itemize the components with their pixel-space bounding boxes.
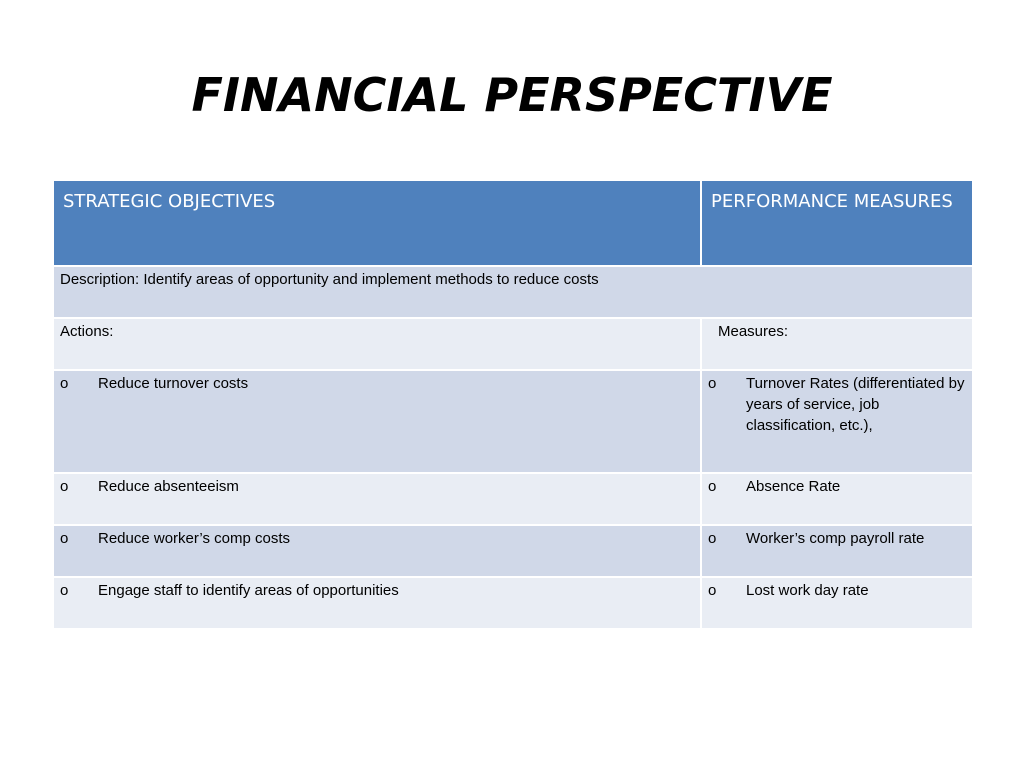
table-row [53, 525, 973, 577]
action-text: Engage staff to identify areas of opportunities [98, 582, 399, 599]
objectives-measures-table [52, 179, 974, 630]
bullet-marker: o [60, 375, 69, 392]
action-text: Reduce worker’s comp costs [98, 530, 291, 547]
bullet-marker: o [60, 478, 69, 495]
action-cell [53, 370, 701, 473]
actions-label: Actions: [53, 318, 701, 370]
bullet-marker: o [708, 582, 717, 599]
measure-text: Lost work day rate [746, 582, 869, 599]
measures-label: Measures: [701, 318, 973, 370]
bullet-marker: o [708, 375, 717, 392]
table-row [53, 473, 973, 525]
action-cell [53, 577, 701, 629]
labels-row [53, 318, 973, 370]
bullet-marker: o [60, 530, 69, 547]
measure-text: Worker’s comp payroll rate [746, 530, 925, 547]
action-text: Reduce turnover costs [98, 375, 249, 392]
measure-text: Turnover Rates (differentiated by years of service, job classification, etc.), [746, 375, 965, 434]
measure-cell [701, 370, 973, 473]
description-row [53, 266, 973, 318]
action-cell [53, 473, 701, 525]
bullet-marker: o [60, 582, 69, 599]
measure-cell [701, 525, 973, 577]
measure-cell [701, 473, 973, 525]
bullet-marker: o [708, 478, 717, 495]
header-performance-measures: PERFORMANCE MEASURES [701, 180, 973, 266]
slide-title: FINANCIAL PERSPECTIVE [191, 68, 833, 122]
header-strategic-objectives: STRATEGIC OBJECTIVES [53, 180, 701, 266]
measure-text: Absence Rate [746, 478, 841, 495]
table-row [53, 370, 973, 473]
action-cell [53, 525, 701, 577]
action-text: Reduce absenteeism [98, 478, 239, 495]
table-header-row [53, 180, 973, 266]
measure-cell [701, 577, 973, 629]
table-row [53, 577, 973, 629]
description-text: Description: Identify areas of opportunity and implement methods to reduce costs [53, 266, 973, 318]
bullet-marker: o [708, 530, 717, 547]
